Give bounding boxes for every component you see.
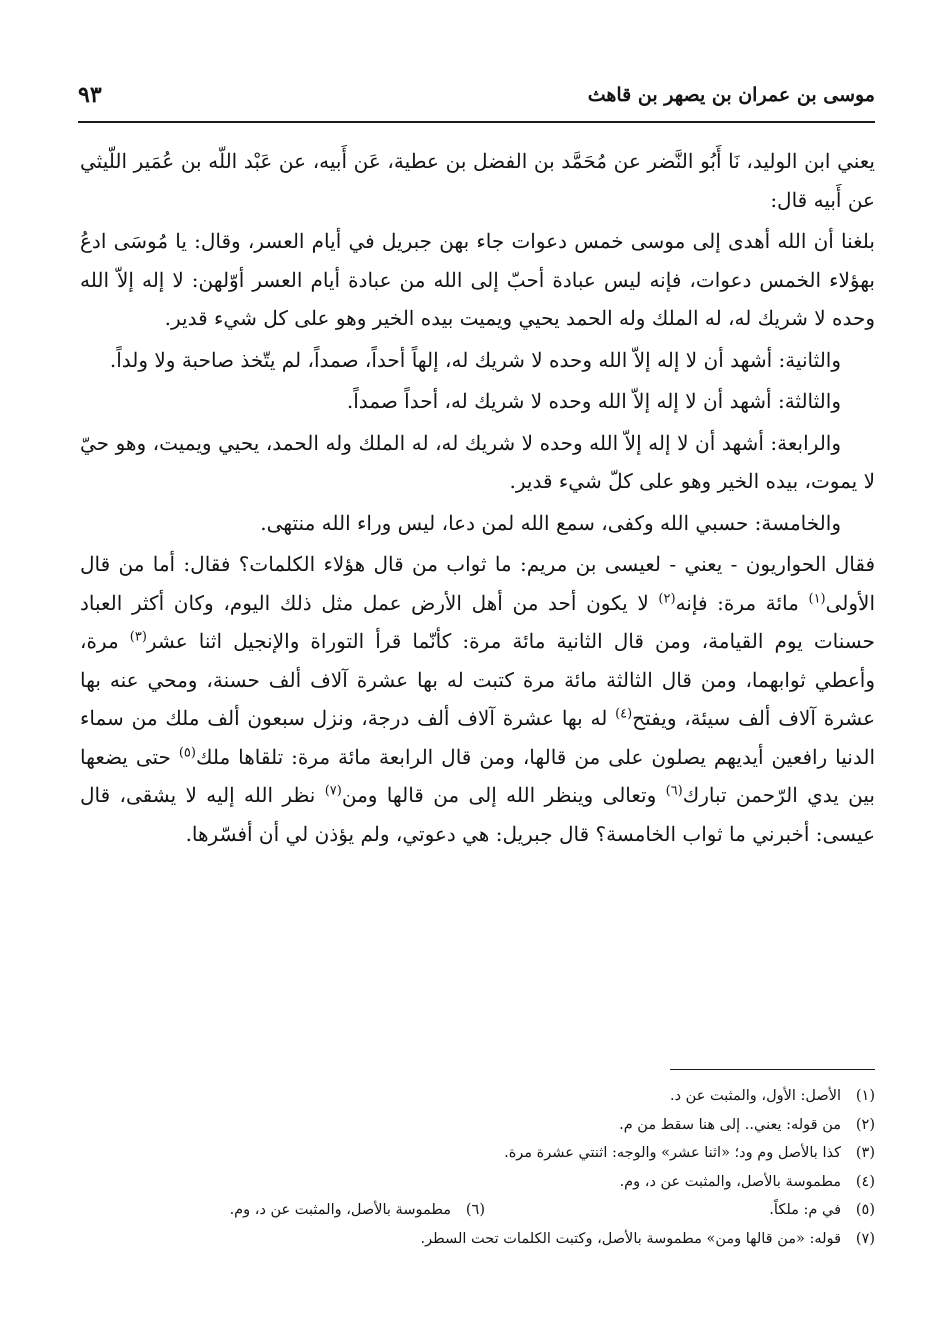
- text-segment: وتعالى وينظر الله إلى من قالها ومن: [341, 783, 666, 807]
- paragraph-second-prayer: والثانية: أشهد أن لا إله إلاّ الله وحده لا شريك له، إلهاً أحداً، صمداً، لم يتّخذ صاحبة ولا ولداً.: [109, 347, 841, 372]
- text-segment: فقال الحواريون - يعني - لعيسى بن مريم: ما ثواب من قال هؤلاء الكلمات؟ فقال: أما من قال الأولى: [80, 552, 876, 615]
- page-header: [78, 80, 875, 116]
- footnote-text: مطموسة بالأصل، والمثبت عن د، وم.: [229, 1202, 451, 1218]
- footnote-text: من قوله: يعني.. إلى هنا سقط من م.: [619, 1116, 841, 1133]
- page-number: ٩٣: [78, 82, 102, 108]
- running-title: موسى بن عمران بن يصهر بن قاهث: [587, 84, 875, 106]
- footnotes: [150, 1082, 875, 1253]
- footnote-number: (٥): [855, 1202, 875, 1218]
- footnote-separator: [670, 1069, 875, 1070]
- footnote-ref[interactable]: (٤): [615, 706, 633, 722]
- footnote-number: (٤): [855, 1173, 875, 1190]
- text-segment: مائة مرة: فإنه: [675, 590, 809, 615]
- main-text: [80, 142, 875, 853]
- footnote-number: (٦): [465, 1202, 485, 1218]
- footnote-item: [150, 1139, 875, 1168]
- footnote-number: (٧): [855, 1230, 875, 1247]
- paragraph-isnad: يعني ابن الوليد، نَا أَبُو النَّضر عن مُحَمَّد بن الفضل بن عطية، عَن أَبيه، عن عَبْد اللّه بن عُمَير اللّيثي عن أَبيه قال:: [80, 149, 875, 212]
- text-segment: حتى يضعها بين يدي الرّحمن تبارك: [80, 744, 875, 807]
- paragraph-disciples-question: [80, 545, 875, 853]
- footnote-ref[interactable]: (٦): [665, 783, 683, 799]
- footnote-text: مطموسة بالأصل، والمثبت عن د، وم.: [619, 1173, 841, 1190]
- footnote-item: [150, 1082, 875, 1111]
- footnote-ref[interactable]: (١): [808, 590, 826, 606]
- text-segment: له بها عشرة آلاف ألف درجة، ونزل سبعون ألف ملك من سماء الدنيا رافعين أيديهم يصلون على من قالها، ومن قال الرابعة مائة مرة: تلقاها ملك: [80, 706, 876, 769]
- footnote-pair-row: [150, 1196, 875, 1225]
- paragraph-third-prayer: والثالثة: أشهد أن لا إله إلاّ الله وحده لا شريك له، أحداً صمداً.: [346, 389, 841, 413]
- footnote-text: في م: ملكاً.: [769, 1202, 841, 1218]
- text-segment: لا يكون أحد من أهل الأرض عمل مثل ذلك اليوم، وكان أكثر العباد حسنات يوم القيامة، ومن قال الثانية مائة مرة: كأنّما قرأ التوراة والإنجيل اثنا عشر: [80, 590, 875, 653]
- text-segment: مرة، وأعطي ثوابهما، ومن قال الثالثة مائة مرة كتبت له بها عشرة آلاف ألف حسنة، ومحي عنه بها عشرة آلاف ألف سيئة، ويفتح: [80, 629, 875, 730]
- paragraph-fifth-prayer: والخامسة: حسبي الله وكفى، سمع الله لمن دعا، ليس وراء الله منتهى.: [260, 510, 841, 535]
- footnote-number: (١): [855, 1088, 875, 1104]
- footnote-ref[interactable]: (٢): [658, 590, 676, 606]
- header-rule: [78, 121, 875, 123]
- footnote-item: [150, 1111, 875, 1140]
- footnote-text: الأصل: الأول، والمثبت عن د.: [669, 1088, 841, 1104]
- paragraph-five-prayers: بلغنا أن الله أهدى إلى موسى خمس دعوات جاء بهن جبريل في أيام العسر، وقال: يا مُوسَى ادعُ بهؤلاء الخمس دعوات، فإنه ليس عبادة أحبّ إلى الله من عبادة أيام العسر أوّلهن: لا إله إلاّ الله وحده لا شريك له، له الملك وله الحمد يحيي ويميت بيده الخير وهو على كل شيء قدير.: [80, 229, 875, 330]
- footnote-ref[interactable]: (٥): [178, 744, 196, 760]
- footnote-number: (٢): [855, 1116, 875, 1133]
- paragraph-fourth-prayer: والرابعة: أشهد أن لا إله إلاّ الله وحده لا شريك له، له الملك وله الحمد، يحيي ويميت، وهو حيّ لا يموت، بيده الخير وهو على كلّ شيء قدير.: [80, 430, 875, 493]
- footnote-number: (٣): [855, 1145, 875, 1161]
- footnote-item: [150, 1168, 875, 1197]
- footnote-item: [769, 1196, 875, 1225]
- footnote-item: [230, 1196, 485, 1225]
- footnote-item: [150, 1225, 875, 1254]
- footnote-text: قوله: «من قالها ومن» مطموسة بالأصل، وكتبت الكلمات تحت السطر.: [420, 1230, 841, 1247]
- footnote-ref[interactable]: (٧): [324, 783, 342, 799]
- text-segment: نظر الله إليه لا يشقى، قال عيسى: أخبرني ما ثواب الخامسة؟ قال جبريل: هي دعوتي، ولم يؤذن لي أن أفسّرها.: [80, 783, 875, 846]
- footnote-text: كذا بالأصل وم ود؛ «اثنا عشر» والوجه: اثنتي عشرة مرة.: [504, 1145, 841, 1161]
- footnote-ref[interactable]: (٣): [129, 629, 147, 645]
